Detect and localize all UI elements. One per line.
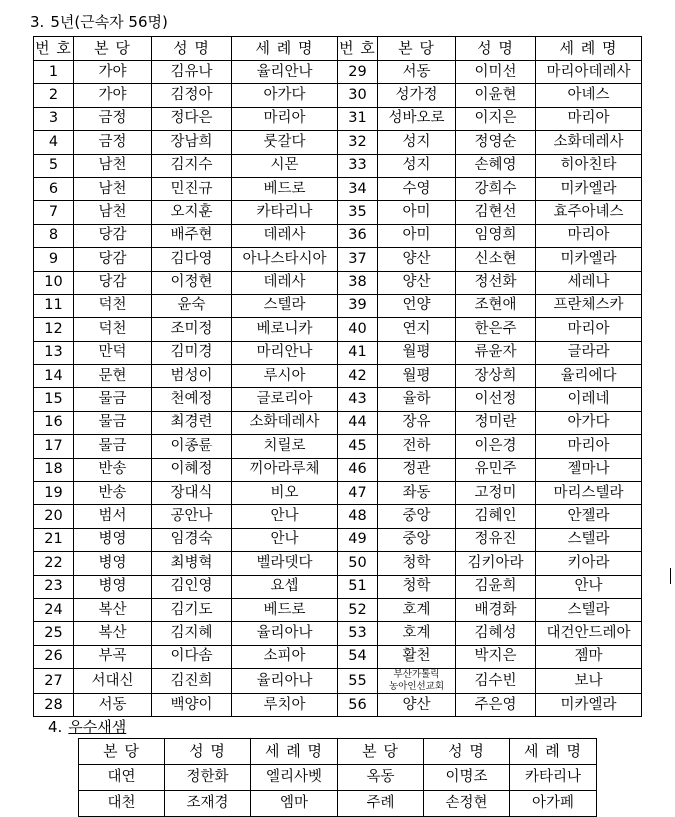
cell-parish: 언양 [378, 294, 456, 317]
cell-baptismal: 미카엘라 [536, 177, 642, 200]
cell-parish: 전하 [378, 435, 456, 458]
table-row [34, 341, 642, 364]
cell-parish: 반송 [74, 458, 152, 481]
cell-baptismal: 베로니카 [232, 318, 338, 341]
table-row [34, 131, 642, 154]
cell-name: 정다은 [152, 107, 232, 130]
sub-column-header-name-right: 성 명 [424, 739, 510, 765]
table-row [34, 435, 642, 458]
table-row [34, 598, 642, 621]
cell-name: 이정현 [152, 271, 232, 294]
cell-baptismal: 미카엘라 [536, 248, 642, 271]
cell-name: 김수빈 [456, 669, 536, 694]
cell-parish: 월평 [378, 341, 456, 364]
cell-no: 25 [34, 622, 74, 645]
cell-no: 40 [338, 318, 378, 341]
cell-parish-multiline [378, 669, 456, 694]
cell-no: 4 [34, 131, 74, 154]
cell-baptismal: 비오 [232, 482, 338, 505]
cell-baptismal: 율리안나 [232, 61, 338, 84]
cell-parish: 옥동 [338, 765, 424, 791]
cell-baptismal: 젤마나 [536, 458, 642, 481]
cell-name: 장남희 [152, 131, 232, 154]
excellent-saesaem-table [78, 738, 597, 817]
cell-no: 12 [34, 318, 74, 341]
cell-baptismal: 아나스타시아 [232, 248, 338, 271]
cell-no: 15 [34, 388, 74, 411]
margin-mark [670, 568, 671, 584]
cell-no: 56 [338, 694, 378, 717]
table-row [34, 388, 642, 411]
cell-no: 51 [338, 575, 378, 598]
cell-baptismal: 안나 [232, 505, 338, 528]
cell-parish: 양산 [378, 694, 456, 717]
cell-baptismal: 마리아 [232, 107, 338, 130]
cell-name: 정선화 [456, 271, 536, 294]
cell-parish: 금정 [74, 107, 152, 130]
section-1-heading [30, 11, 168, 32]
cell-no: 8 [34, 224, 74, 247]
column-header-parish-left: 본 당 [74, 37, 152, 61]
cell-parish: 금정 [74, 131, 152, 154]
cell-no: 18 [34, 458, 74, 481]
cell-baptismal: 효주아녜스 [536, 201, 642, 224]
cell-no: 41 [338, 341, 378, 364]
cell-no: 33 [338, 154, 378, 177]
cell-baptismal: 베드로 [232, 598, 338, 621]
cell-name: 최병혁 [152, 552, 232, 575]
cell-name: 오지훈 [152, 201, 232, 224]
cell-no: 26 [34, 645, 74, 668]
cell-name: 신소현 [456, 248, 536, 271]
cell-parish: 좌동 [378, 482, 456, 505]
cell-baptismal: 아녜스 [536, 84, 642, 107]
cell-no: 20 [34, 505, 74, 528]
cell-baptismal: 안젤라 [536, 505, 642, 528]
cell-no: 34 [338, 177, 378, 200]
cell-parish: 물금 [74, 411, 152, 434]
cell-name: 장대식 [152, 482, 232, 505]
sub-column-header-name-left: 성 명 [165, 739, 251, 765]
cell-parish: 병영 [74, 575, 152, 598]
cell-baptismal: 마리스텔라 [536, 482, 642, 505]
cell-baptismal: 치릴로 [232, 435, 338, 458]
table-row [34, 458, 642, 481]
cell-parish: 반송 [74, 482, 152, 505]
column-header-parish-right: 본 당 [378, 37, 456, 61]
cell-parish: 아미 [378, 224, 456, 247]
cell-no: 5 [34, 154, 74, 177]
cell-parish: 호계 [378, 598, 456, 621]
column-header-baptismal-left: 세 례 명 [232, 37, 338, 61]
cell-parish: 아미 [378, 201, 456, 224]
cell-no: 6 [34, 177, 74, 200]
sub-column-header-parish-left: 본 당 [79, 739, 165, 765]
cell-no: 38 [338, 271, 378, 294]
cell-parish: 덕천 [74, 294, 152, 317]
cell-parish: 복산 [74, 622, 152, 645]
cell-baptismal: 마리안나 [232, 341, 338, 364]
cell-name: 김다영 [152, 248, 232, 271]
cell-baptismal: 소화데레사 [232, 411, 338, 434]
cell-parish: 병영 [74, 528, 152, 551]
cell-no: 10 [34, 271, 74, 294]
cell-name: 임경숙 [152, 528, 232, 551]
section-2-heading [48, 716, 126, 737]
cell-no: 27 [34, 669, 74, 694]
cell-baptismal: 시몬 [232, 154, 338, 177]
cell-name: 주은영 [456, 694, 536, 717]
cell-parish: 가야 [74, 84, 152, 107]
cell-baptismal: 데레사 [232, 271, 338, 294]
cell-baptismal: 안나 [536, 575, 642, 598]
cell-parish: 서동 [74, 694, 152, 717]
parish-line-1: 부산가톨릭 [393, 669, 440, 681]
cell-no: 37 [338, 248, 378, 271]
cell-baptismal: 마리아 [536, 107, 642, 130]
cell-name: 박지은 [456, 645, 536, 668]
cell-no: 1 [34, 61, 74, 84]
cell-baptismal: 프란체스카 [536, 294, 642, 317]
cell-no: 22 [34, 552, 74, 575]
cell-parish: 남천 [74, 201, 152, 224]
table-row [79, 765, 597, 791]
table-row [34, 224, 642, 247]
cell-name: 이명조 [424, 765, 510, 791]
section-2-title: 우수새샘 [68, 718, 127, 736]
cell-parish: 당감 [74, 224, 152, 247]
cell-parish: 율하 [378, 388, 456, 411]
cell-parish: 당감 [74, 271, 152, 294]
cell-name: 김정아 [152, 84, 232, 107]
cell-parish: 서대신 [74, 669, 152, 694]
cell-name: 최경련 [152, 411, 232, 434]
cell-parish: 남천 [74, 154, 152, 177]
cell-parish: 범서 [74, 505, 152, 528]
cell-parish: 연지 [378, 318, 456, 341]
table-header-row [34, 37, 642, 61]
cell-name: 이선정 [456, 388, 536, 411]
cell-baptismal: 아가다 [232, 84, 338, 107]
cell-parish: 부곡 [74, 645, 152, 668]
cell-parish: 중앙 [378, 505, 456, 528]
sub-column-header-parish-right: 본 당 [338, 739, 424, 765]
table-row [34, 575, 642, 598]
cell-baptismal: 이레네 [536, 388, 642, 411]
cell-parish: 덕천 [74, 318, 152, 341]
cell-name: 김진희 [152, 669, 232, 694]
table-row [34, 694, 642, 717]
cell-baptismal: 데레사 [232, 224, 338, 247]
cell-baptismal: 율리아나 [232, 669, 338, 694]
cell-baptismal: 히아친타 [536, 154, 642, 177]
cell-baptismal: 베드로 [232, 177, 338, 200]
cell-baptismal: 엘리사벳 [251, 765, 338, 791]
cell-no: 45 [338, 435, 378, 458]
cell-name: 손혜영 [456, 154, 536, 177]
table-row [34, 154, 642, 177]
table-row [34, 107, 642, 130]
table-row [34, 505, 642, 528]
cell-name: 김키아라 [456, 552, 536, 575]
cell-baptismal: 글라라 [536, 341, 642, 364]
section-2-number: 4. [48, 718, 63, 736]
sub-column-header-baptismal-left: 세 례 명 [251, 739, 338, 765]
cell-baptismal: 글로리아 [232, 388, 338, 411]
cell-name: 이다솜 [152, 645, 232, 668]
cell-no: 42 [338, 365, 378, 388]
cell-baptismal: 대건안드레아 [536, 622, 642, 645]
cell-name: 이지은 [456, 107, 536, 130]
cell-name: 임영희 [456, 224, 536, 247]
cell-no: 2 [34, 84, 74, 107]
cell-no: 28 [34, 694, 74, 717]
section-1-number: 3. [30, 13, 45, 31]
cell-parish: 성바오로 [378, 107, 456, 130]
cell-baptismal: 엠마 [251, 791, 338, 817]
cell-parish: 성지 [378, 131, 456, 154]
cell-name: 정미란 [456, 411, 536, 434]
cell-baptismal: 스텔라 [536, 528, 642, 551]
cell-no: 11 [34, 294, 74, 317]
cell-no: 3 [34, 107, 74, 130]
table-row [34, 645, 642, 668]
table-row [34, 201, 642, 224]
cell-parish: 대연 [79, 765, 165, 791]
table-row [34, 528, 642, 551]
cell-name: 김혜성 [456, 622, 536, 645]
cell-no: 36 [338, 224, 378, 247]
cell-baptismal: 소피아 [232, 645, 338, 668]
cell-parish: 주례 [338, 791, 424, 817]
cell-no: 14 [34, 365, 74, 388]
cell-no: 35 [338, 201, 378, 224]
cell-name: 윤숙 [152, 294, 232, 317]
cell-name: 김기도 [152, 598, 232, 621]
column-header-name-right: 성 명 [456, 37, 536, 61]
cell-name: 유민주 [456, 458, 536, 481]
table-row [34, 84, 642, 107]
cell-no: 46 [338, 458, 378, 481]
cell-name: 이혜정 [152, 458, 232, 481]
cell-parish: 만덕 [74, 341, 152, 364]
table-row [34, 61, 642, 84]
cell-no: 17 [34, 435, 74, 458]
cell-baptismal: 미카엘라 [536, 694, 642, 717]
cell-no: 21 [34, 528, 74, 551]
cell-no: 55 [338, 669, 378, 694]
cell-name: 천예정 [152, 388, 232, 411]
cell-no: 53 [338, 622, 378, 645]
cell-name: 김지혜 [152, 622, 232, 645]
cell-name: 김혜인 [456, 505, 536, 528]
cell-parish: 당감 [74, 248, 152, 271]
cell-no: 39 [338, 294, 378, 317]
cell-parish: 남천 [74, 177, 152, 200]
cell-baptismal: 룻갈다 [232, 131, 338, 154]
cell-name: 김지수 [152, 154, 232, 177]
cell-name: 한은주 [456, 318, 536, 341]
cell-baptismal: 젬마 [536, 645, 642, 668]
cell-parish: 중앙 [378, 528, 456, 551]
cell-parish: 청학 [378, 575, 456, 598]
cell-baptismal: 마리아 [536, 318, 642, 341]
table-row [34, 271, 642, 294]
cell-name: 민진규 [152, 177, 232, 200]
cell-baptismal: 소화데레사 [536, 131, 642, 154]
table-row [34, 248, 642, 271]
cell-no: 29 [338, 61, 378, 84]
cell-baptismal: 스텔라 [536, 598, 642, 621]
cell-name: 정한화 [165, 765, 251, 791]
cell-no: 16 [34, 411, 74, 434]
cell-name: 김유나 [152, 61, 232, 84]
five-year-members-table [33, 36, 642, 717]
cell-parish: 양산 [378, 271, 456, 294]
table-row [34, 622, 642, 645]
table-row [34, 365, 642, 388]
cell-name: 조현애 [456, 294, 536, 317]
cell-parish: 문현 [74, 365, 152, 388]
cell-no: 13 [34, 341, 74, 364]
cell-name: 백양이 [152, 694, 232, 717]
table-row [34, 669, 642, 694]
column-header-name-left: 성 명 [152, 37, 232, 61]
cell-baptismal: 마리아데레사 [536, 61, 642, 84]
cell-parish: 호계 [378, 622, 456, 645]
cell-name: 고정미 [456, 482, 536, 505]
cell-name: 김미경 [152, 341, 232, 364]
table-row [34, 177, 642, 200]
table-row [34, 552, 642, 575]
cell-baptismal: 마리아 [536, 435, 642, 458]
cell-baptismal: 카타리나 [510, 765, 597, 791]
cell-name: 정영순 [456, 131, 536, 154]
cell-no: 44 [338, 411, 378, 434]
cell-no: 7 [34, 201, 74, 224]
table-row [34, 411, 642, 434]
cell-baptismal: 키아라 [536, 552, 642, 575]
cell-no: 43 [338, 388, 378, 411]
cell-parish: 병영 [74, 552, 152, 575]
cell-baptismal: 벨라뎃다 [232, 552, 338, 575]
cell-baptismal: 카타리나 [232, 201, 338, 224]
cell-parish: 대천 [79, 791, 165, 817]
cell-no: 54 [338, 645, 378, 668]
cell-baptismal: 스텔라 [232, 294, 338, 317]
cell-baptismal: 보나 [536, 669, 642, 694]
cell-name: 손정현 [424, 791, 510, 817]
cell-baptismal: 율리아나 [232, 622, 338, 645]
cell-baptismal: 세레나 [536, 271, 642, 294]
cell-parish: 성지 [378, 154, 456, 177]
cell-no: 30 [338, 84, 378, 107]
cell-parish: 성가정 [378, 84, 456, 107]
cell-baptismal: 루치아 [232, 694, 338, 717]
cell-no: 49 [338, 528, 378, 551]
cell-name: 이윤현 [456, 84, 536, 107]
cell-name: 조재경 [165, 791, 251, 817]
cell-name: 김현선 [456, 201, 536, 224]
cell-no: 9 [34, 248, 74, 271]
cell-parish: 가야 [74, 61, 152, 84]
cell-baptismal: 아가다 [536, 411, 642, 434]
cell-parish: 장유 [378, 411, 456, 434]
parish-line-2: 농아인선교회 [388, 681, 445, 693]
table-row [34, 294, 642, 317]
cell-name: 조미정 [152, 318, 232, 341]
cell-parish: 월평 [378, 365, 456, 388]
cell-baptismal: 요셉 [232, 575, 338, 598]
cell-parish: 양산 [378, 248, 456, 271]
sub-column-header-baptismal-right: 세 례 명 [510, 739, 597, 765]
cell-name: 류윤자 [456, 341, 536, 364]
cell-no: 32 [338, 131, 378, 154]
cell-name: 배경화 [456, 598, 536, 621]
cell-name: 배주현 [152, 224, 232, 247]
cell-baptismal: 안나 [232, 528, 338, 551]
section-1-title: 5년(근속자 56명) [50, 13, 168, 31]
cell-name: 이은경 [456, 435, 536, 458]
cell-name: 공안나 [152, 505, 232, 528]
cell-no: 52 [338, 598, 378, 621]
cell-parish: 물금 [74, 388, 152, 411]
cell-parish: 수영 [378, 177, 456, 200]
cell-baptismal: 끼아라루체 [232, 458, 338, 481]
cell-no: 19 [34, 482, 74, 505]
column-header-no-left: 번 호 [34, 37, 74, 61]
cell-name: 이미선 [456, 61, 536, 84]
cell-name: 김윤희 [456, 575, 536, 598]
cell-no: 47 [338, 482, 378, 505]
cell-no: 24 [34, 598, 74, 621]
cell-name: 범성이 [152, 365, 232, 388]
cell-name: 정유진 [456, 528, 536, 551]
cell-name: 장상희 [456, 365, 536, 388]
cell-baptismal: 율리에다 [536, 365, 642, 388]
cell-parish: 정관 [378, 458, 456, 481]
cell-no: 50 [338, 552, 378, 575]
cell-baptismal: 마리아 [536, 224, 642, 247]
column-header-no-right: 번 호 [338, 37, 378, 61]
cell-name: 김인영 [152, 575, 232, 598]
cell-parish: 복산 [74, 598, 152, 621]
cell-name: 강희수 [456, 177, 536, 200]
cell-baptismal: 루시아 [232, 365, 338, 388]
cell-parish: 청학 [378, 552, 456, 575]
cell-no: 23 [34, 575, 74, 598]
column-header-baptismal-right: 세 례 명 [536, 37, 642, 61]
sub-table-header-row [79, 739, 597, 765]
cell-parish: 물금 [74, 435, 152, 458]
table-row [34, 482, 642, 505]
cell-name: 이종륜 [152, 435, 232, 458]
cell-parish: 활천 [378, 645, 456, 668]
table-row [34, 318, 642, 341]
cell-no: 31 [338, 107, 378, 130]
cell-no: 48 [338, 505, 378, 528]
cell-baptismal: 아가페 [510, 791, 597, 817]
cell-parish: 서동 [378, 61, 456, 84]
